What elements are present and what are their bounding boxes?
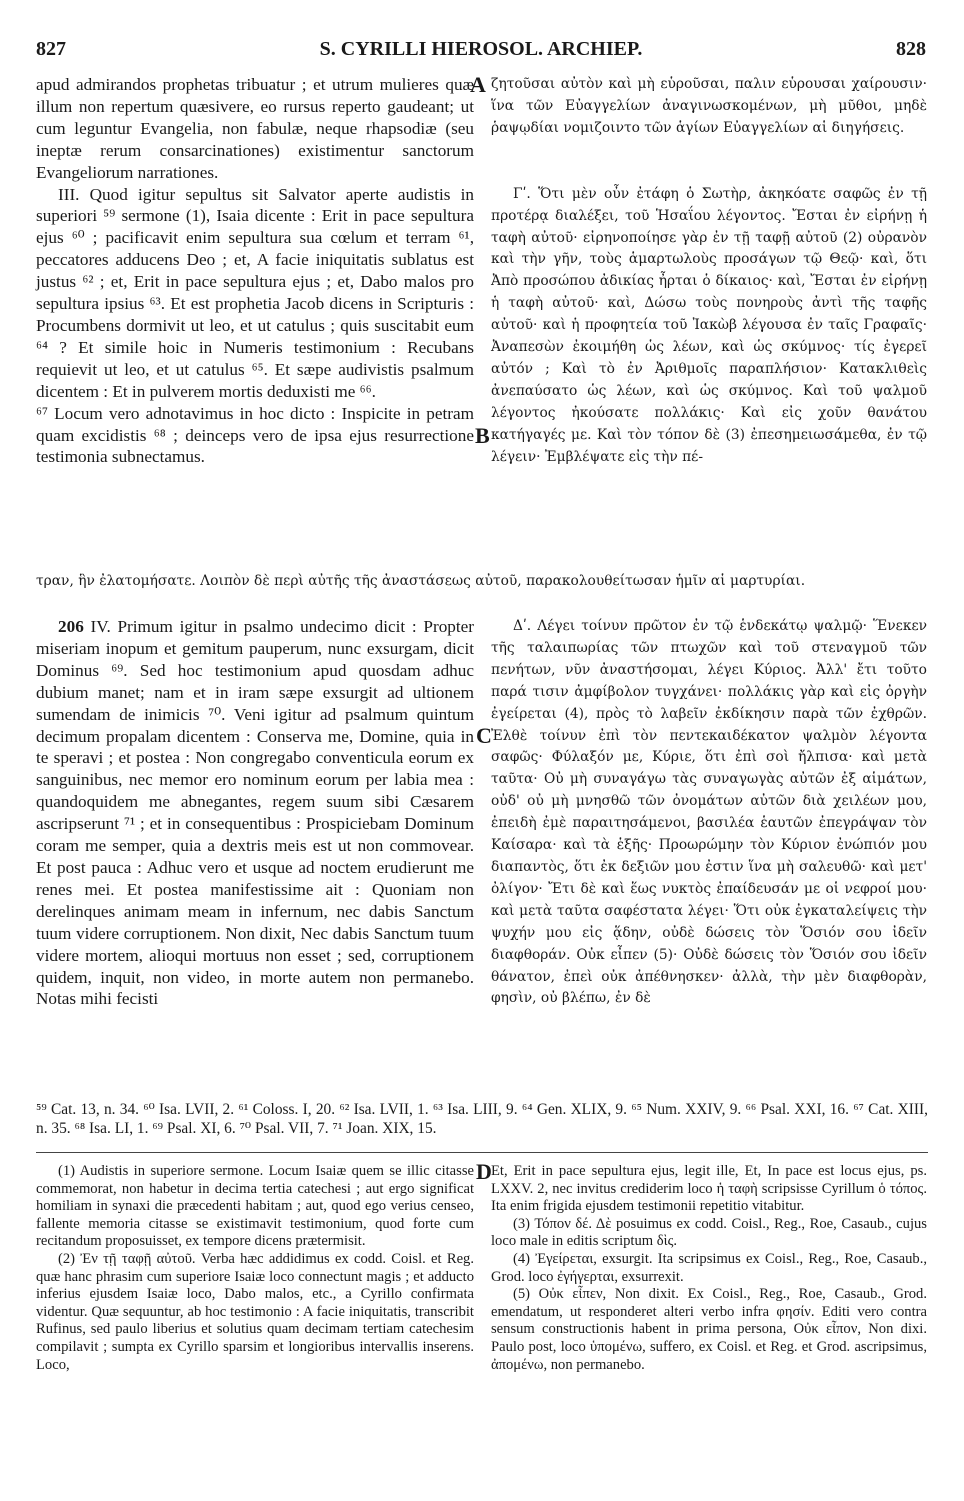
latin-column-middle (36, 616, 474, 1010)
note-1: (1) Audistis in superiore sermone. Locum Isaiæ quem se illic citasse commemorat, non habetur in decima tertia catechesi ; aut ergo significat homiliam in synaxi die præcedenti habitam ; aut, quod ego verius censeo, fallente memoria citasse se existimavit testimonium, quod forte cum recitandum proposuisset, ex tempore dicens prætermisit. (36, 1163, 474, 1250)
greek-paragraph-2-continuation: τραν, ἣν ἐλατομήσατε. Λοιπὸν δὲ περὶ αὐτῆς τῆς ἀναστάσεως αὐτοῦ, παρακολουθείτωσαν ἡμῖν αἱ μαρτυρίαι. (36, 573, 806, 589)
greek-paragraph-1: ζητοῦσαι αὐτὸν καὶ μὴ εὑροῦσαι, παλιν εὑρουσαι χαίρουσιν· ἵνα τῶν Εὐαγγελίων ἀναγινωσκομένων, μὴ μῦθοι, μηδὲ ῥαψῳδίαι νομιζοιντο τῶν ἁγίων Εὐαγγελίων αἱ διηγήσεις. (491, 76, 927, 136)
greek-paragraph-3: Δʹ. Λέγει τοίνυν πρῶτον ἐν τῷ ἑνδεκάτῳ ψαλμῷ· Ἕνεκεν τῆς ταλαιπωρίας τῶν πτωχῶν καὶ τοῦ στεναγμοῦ τῶν πενήτων, νῦν ἀναστήσομαι, λέγει Κύριος. Ἀλλ' ἔτι τοῦτο παρά τισιν ἀμφίβολον τυγχάνει· πολλάκις γὰρ καὶ εἰς ὀργὴν ἐγείρεται (4), πρὸς τὸ λαβεῖν ἐκδίκησιν παρὰ τῶν ἐχθρῶν. Ἐλθὲ τοίνυν ἐπὶ τὸν πεντεκαιδέκατον ψαλμὸν λέγοντα σαφῶς· Φύλαξόν με, Κύριε, ὅτι ἐπὶ σοὶ ἤλπισα· καὶ μετὰ ταῦτα· Οὐ μὴ συναγάγω τὰς συναγωγὰς αὐτῶν ἐξ αἱμάτων, οὐδ' οὐ μὴ μνησθῶ τῶν ὀνομάτων αὐτῶν διὰ χειλέων μου, ἐπειδὴ ἐμὲ παραιτησάμενοι, βασιλέα ἑαυτῶν ἐπεγράψαν τὸν Καίσαρα· καὶ τὰ ἑξῆς· Προωρώμην τὸν Κύριον ἐνώπιόν μου διαπαντὸς, ὅτι ἐκ δεξιῶν μου ἐστιν ἵνα μὴ σαλευθῶ· καὶ μετ' ὀλίγον· Ἔτι δὲ καὶ ἕως νυκτὸς ἐπαίδευσάν με οἱ νεφροί μου· καὶ μετὰ ταῦτα σαφέστατα λέγει· Ὅτι οὐκ ἐγκαταλείψεις τὴν ψυχήν μου εἰς ᾅδην, οὐδὲ δώσεις τὸν Ὅσιόν σου ἰδεῖν διαφθοράν. Οὐκ εἶπεν (5)· Οὐδὲ δώσεις τὸν Ὅσιόν σου ἰδεῖν θάνατον, ἐπεὶ οὐκ ἀπέθνησκεν· ἀλλὰ, τὴν μὲν διαφθορὰν, φησὶν, οὐ βλέπω, ἐν δὲ (491, 618, 927, 1007)
section-marker-b: B (475, 423, 490, 448)
notes-divider (36, 1152, 928, 1153)
greek-column-upper (491, 74, 927, 469)
scripture-references (36, 1100, 928, 1139)
running-header (36, 38, 926, 64)
greek-spanning-line (36, 571, 928, 593)
note-4: (4) Ἐγείρεται, exsurgit. Ita scripsimus ex Coisl., Reg., Roe, Casaub., Grod. loco ἐγήγερται, exsurrexit. (491, 1250, 927, 1285)
scripture-reference-list: ⁵⁹ Cat. 13, n. 34. ⁶⁰ Isa. LVII, 2. ⁶¹ Coloss. I, 20. ⁶² Isa. LVII, 1. ⁶³ Isa. LIII, 9. ⁶⁴ Gen. XLIX, 9. ⁶⁵ Num. XXIV, 9. ⁶⁶ Psal. XXI, 16. ⁶⁷ Cat. XIII, n. 35. ⁶⁸ Isa. LI, 1. ⁶⁹ Psal. XI, 6. ⁷⁰ Psal. VII, 7. ⁷¹ Joan. XIX, 15. (36, 1101, 928, 1138)
note-2-continuation: Et, Erit in pace sepultura ejus, legit ille, Et, In pace est locus ejus, ps. LXXV. 2, nec invitus crediderim loco ἡ ταφὴ scripsisse Cyrillum ὁ τόπος. Ita enim frigida ejusdem testimonii repetitio vitabitur. (491, 1163, 927, 1215)
section-marker-d: D (476, 1159, 492, 1184)
latin-paragraph-2: III. Quod igitur sepultus sit Salvator aperte audistis in superiori ⁵⁹ sermone (1), Isaia dicente : Erit in pace sepultura ejus ⁶⁰ ; pacificavit enim sepultura sua cœlum et terram ⁶¹, peccatores adducens Deo ; et, A facie iniquitatis sublatus est justus ⁶² ; et, Erit in pace sepultura ejus ; et, Dabo malos pro sepultura ipsius ⁶³. Et est prophetia Jacob dicens in Scripturis : Procumbens dormivit ut leo, et ut catulus ; quis suscitabit eum ⁶⁴ ? Et simile hoic in Numeris testimonium : Recubans requievit ut leo, et ut catulus ⁶⁵. Et sæpe audivistis psalmum dicentem : Et in pulverem mortis deduxisti me ⁶⁶. (36, 184, 474, 401)
notes-column-left (36, 1163, 474, 1374)
running-title: S. CYRILLI HIEROSOL. ARCHIEP. (319, 38, 643, 60)
note-3: (3) Τόπον δέ. Δὲ posuimus ex codd. Coisl., Reg., Roe, Casaub., cujus loco male in editis scriptum δὶς. (491, 1215, 927, 1250)
page-number-right: 828 (896, 38, 926, 60)
latin-column-upper (36, 74, 474, 468)
section-marker-c: C (476, 723, 492, 748)
note-2: (2) Ἐν τῇ ταφῇ αὐτοῦ. Verba hæc addidimus ex codd. Coisl. et Reg. quæ hanc phrasim cum superiore Isaiæ loco connectunt magis ; et adducto inferius ejusdem Isaiæ loco, Dabo malos, etc., a Cyrillo confirmata videntur. Quæ sequuntur, ab hoc testimonio : A facie iniquitatis, transcribit Rufinus, sed paulo liberius et solutius quam decimam tertiam catechesim compilavit ; sumpta ex Cyrillo sparsim et longioribus intervallis inserens. Loco, (36, 1250, 474, 1373)
notes-column-right (491, 1163, 927, 1374)
latin-paragraph-4-text: IV. Primum igitur in psalmo undecimo dicit : Propter miseriam inopum et gemitum pauperum, nunc exsurgam, dicit Dominus ⁶⁹. Sed hoc testimonium apud quosdam adhuc dubium manet; nam et in iram sæpe exsurgit ad ultionem sumendam de inimicis ⁷⁰. Veni igitur ad psalmum quintum decimum propalam dicentem : Conserva me, Domine, quia in te speravi ; et postea : Non congregabo conventicula eorum ex sanguinibus, nec memor ero nominum eorum per labia mea : quandoquidem me abnegantes, regem suum sibi Cæsarem ascripserunt ⁷¹ ; et in consequentibus : Prospiciebam Dominum coram me semper, quia a dextris meis est ut non commovear. Et post pauca : Adhuc vero et usque ad noctem erudierunt me renes mei. Et postea manifestissime ait : Quoniam non derelinques animam meam in infernum, nec dabis Sanctum tuum videre corruptionem. Non dixit, Nec dabis Sanctum tuum videre mortem, alioqui mortuus non esset ; sed, corruptionem quidem, inquit, non video, in morte autem non permanebo. Notas mihi fecisti (36, 617, 475, 1009)
note-5: (5) Οὐκ εἶπεν, Non dixit. Ex Coisl., Reg., Roe, Casaub., Grod. emendatum, ut responderet alteri verbo infra φησίν. Editi vero contra sensum constructionis habent in prima persona, Οὐκ εἶπον, Non dixi. Paulo post, loco ὑπομένω, suffero, ex Coisl. et Reg. et Grod. ascripsimus, ἀπομένω, non permanebo. (491, 1286, 927, 1373)
latin-paragraph-1: apud admirandos prophetas tribuatur ; et utrum mulieres quæ illum non repertum quæsivere, eo rursus reperto gaudeant; ut cum leguntur Evangelia, non fabulæ, neque rhapsodiæ (seu ineptæ rerum consarcinationes) existimentur sanctorum Evangeliorum narrationes. (36, 75, 474, 182)
page-number-left: 827 (36, 38, 66, 60)
section-number: 206 (58, 617, 84, 636)
latin-paragraph-3: ⁶⁷ Locum vero adnotavimus in hoc dicto : Inspicite in petram quam excidistis ⁶⁸ ; deinceps vero de ipsa ejus resurrectione testimonia subnectamus. (36, 403, 474, 467)
latin-paragraph-4 (36, 616, 474, 1010)
section-marker-a: A (470, 72, 486, 97)
greek-paragraph-2: Γʹ. Ὅτι μὲν οὖν ἐτάφη ὁ Σωτὴρ, ἀκηκόατε σαφῶς ἐν τῇ προτέρᾳ διαλέξει, τοῦ Ἡσαΐου λέγοντος. Ἔσται ἐν εἰρήνῃ ἡ ταφὴ αὐτοῦ· εἰρηνοποίησε γὰρ ἐν τῇ ταφῇ αὐτοῦ (2) οὐρανὸν καὶ τὴν γῆν, τοὺς ἁμαρτωλοὺς προσάγων τῷ Θεῷ· καὶ, ὅτι Ἀπὸ προσώπου ἀδικίας ἦρται ὁ δίκαιος· καὶ, Ἔσται ἐν εἰρήνῃ ἡ ταφὴ αὐτοῦ· καὶ, Δώσω τοὺς πονηροὺς ἀντὶ τῆς ταφῆς αὐτοῦ· καὶ ἡ προφητεία τοῦ Ἰακὼβ λέγουσα ἐν ταῖς Γραφαῖς· Ἀναπεσὼν ἐκοιμήθη ὡς λέων, καὶ ὡς σκύμνος· τίς ἐγερεῖ αὐτόν ; Καὶ τὸ ἐν Ἀριθμοῖς παραπλήσιον· Κατακλιθεὶς ἀνεπαύσατο ὡς λέων, καὶ ὡς σκύμνος. Καὶ τοῦ ψαλμοῦ λέγοντος ἠκούσατε πολλάκις· Καὶ εἰς χοῦν θανάτου κατήγαγές με. Καὶ τὸν τόπον δὲ (3) ἐπεσημειωσάμεθα, ἐν τῷ λέγειν· Ἐμβλέψατε εἰς τὴν πέ- (491, 185, 927, 465)
greek-column-middle (491, 616, 927, 1010)
